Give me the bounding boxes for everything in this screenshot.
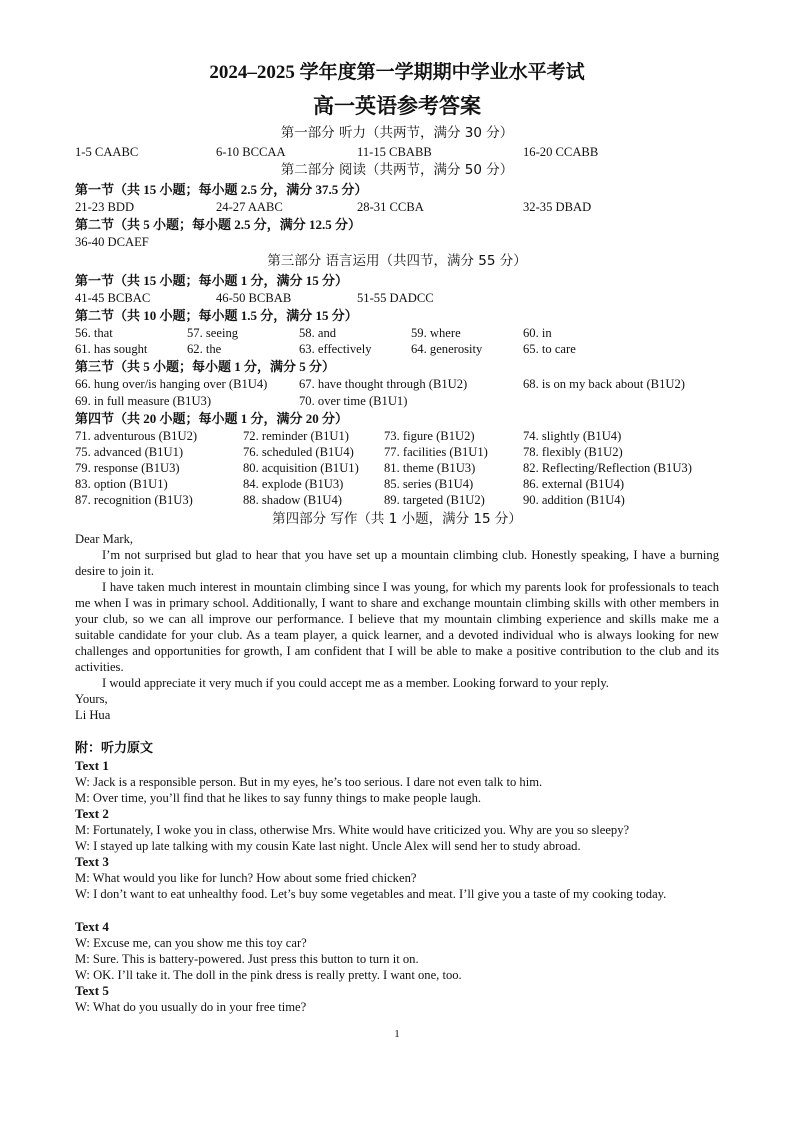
answer-item: 88. shadow (B1U4) <box>243 493 342 507</box>
part1-heading: 第一部分 听力（共两节，满分 30 分） <box>280 125 514 141</box>
answer-item: 71. adventurous (B1U2) <box>75 429 198 443</box>
dialogue-line: W: What do you usually do in your free time? <box>75 1000 307 1014</box>
answer-item: 73. figure (B1U2) <box>384 429 475 443</box>
listening-text-title: Text 3 <box>75 854 109 869</box>
answer-item: 68. is on my back about (B1U2) <box>523 377 685 391</box>
answer-item: 74. slightly (B1U4) <box>523 429 622 443</box>
part3-section2-heading: 第二节（共 10 小题；每小题 1.5 分，满分 15 分） <box>75 308 358 323</box>
dialogue-line: M: Over time, you’ll find that he likes to say funny things to make people laugh. <box>75 791 482 805</box>
answer-item: 76. scheduled (B1U4) <box>243 445 354 459</box>
answer-group: 21-23 BDD <box>75 200 135 214</box>
dialogue-line: W: Jack is a responsible person. But in my eyes, he’s too serious. I dare not even talk to him. <box>75 775 543 789</box>
letter-closing: Yours, <box>75 692 108 706</box>
answer-item: 61. has sought <box>75 342 148 356</box>
part3-section1-answers <box>75 290 725 306</box>
letter-paragraph: I’m not surprised but glad to hear that you have set up a mountain climbing club. Honestly speaking, I have a burning desire to join it. <box>75 548 719 578</box>
listening-text-title: Text 5 <box>75 983 109 998</box>
part4-heading: 第四部分 写作（共 1 小题，满分 15 分） <box>272 511 522 527</box>
answer-group: 24-27 AABC <box>216 200 283 214</box>
part3-heading: 第三部分 语言运用（共四节，满分 55 分） <box>267 253 527 269</box>
answer-group: 6-10 BCCAA <box>216 145 286 159</box>
listening-text-title: Text 4 <box>75 919 109 934</box>
part2-heading: 第二部分 阅读（共两节，满分 50 分） <box>280 162 514 178</box>
part3-section3-row <box>75 376 725 392</box>
answer-item: 56. that <box>75 326 113 340</box>
answer-item: 64. generosity <box>411 342 483 356</box>
answer-item: 75. advanced (B1U1) <box>75 445 184 459</box>
part2-section1-heading: 第一节（共 15 小题；每小题 2.5 分，满分 37.5 分） <box>75 182 368 197</box>
answer-item: 57. seeing <box>187 326 239 340</box>
answer-item: 81. theme (B1U3) <box>384 461 476 475</box>
answer-group: 41-45 BCBAC <box>75 291 151 305</box>
answer-group: 1-5 CAABC <box>75 145 139 159</box>
answer-item: 62. the <box>187 342 222 356</box>
letter-paragraph: I have taken much interest in mountain climbing since I was young, for which my parents look for professionals to teach me when I was in primary school. Additionally, I want to share and exchange mountain climbing skills with other members in your club, so we can all improve our performance. I believe that my mountain climbing experience and skills make me a suitable candidate for your club. As a team player, a quick learner, and a devoted individual who is always looking for new challenges and opportunities for growth, I am confident that I will be able to make a positive contribution to the club and its activities. <box>75 580 719 674</box>
part3-section4-row <box>75 460 725 476</box>
listening-text-title: Text 2 <box>75 806 109 821</box>
answer-item: 63. effectively <box>299 342 372 356</box>
answer-item: 65. to care <box>523 342 576 356</box>
dialogue-line: W: Excuse me, can you show me this toy car? <box>75 936 307 950</box>
part3-section4-heading: 第四节（共 20 小题；每小题 1 分，满分 20 分） <box>75 411 349 426</box>
exam-title: 2024–2025 学年度第一学期期中学业水平考试 <box>209 62 585 83</box>
dialogue-line: M: What would you like for lunch? How about some fried chicken? <box>75 871 417 885</box>
answer-item: 60. in <box>523 326 552 340</box>
answer-item: 58. and <box>299 326 337 340</box>
answer-group: 28-31 CCBA <box>357 200 424 214</box>
part3-section2-row <box>75 325 725 341</box>
page-number: 1 <box>394 1028 400 1040</box>
answer-item: 78. flexibly (B1U2) <box>523 445 623 459</box>
answer-item: 82. Reflecting/Reflection (B1U3) <box>523 461 692 475</box>
answer-item: 72. reminder (B1U1) <box>243 429 349 443</box>
answer-key-title: 高一英语参考答案 <box>313 94 481 118</box>
answer-item: 66. hung over/is hanging over (B1U4) <box>75 377 268 391</box>
answer-item: 85. series (B1U4) <box>384 477 474 491</box>
dialogue-line: M: Sure. This is battery-powered. Just press this button to turn it on. <box>75 952 419 966</box>
answer-item: 77. facilities (B1U1) <box>384 445 488 459</box>
dialogue-line: W: I don’t want to eat unhealthy food. Let’s buy some vegetables and meat. I’ll give you a taste of my cooking today. <box>75 887 667 901</box>
answer-item: 59. where <box>411 326 461 340</box>
part3-section2-row <box>75 341 725 357</box>
answer-item: 89. targeted (B1U2) <box>384 493 485 507</box>
letter-greeting: Dear Mark, <box>75 532 134 546</box>
dialogue-line: M: Fortunately, I woke you in class, otherwise Mrs. White would have criticized you. Why are you so sleepy? <box>75 823 630 837</box>
answer-item: 70. over time (B1U1) <box>299 394 408 408</box>
part1-answers <box>75 144 725 160</box>
part3-section4-row <box>75 492 725 508</box>
part2-section1-answers <box>75 199 725 215</box>
answer-item: 69. in full measure (B1U3) <box>75 394 212 408</box>
dialogue-line: W: I stayed up late talking with my cousin Kate last night. Uncle Alex will send her to study abroad. <box>75 839 581 853</box>
answer-group: 36-40 DCAEF <box>75 235 149 249</box>
answer-group: 46-50 BCBAB <box>216 291 292 305</box>
answer-group: 51-55 DADCC <box>357 291 434 305</box>
part2-section2-answers <box>75 234 725 250</box>
answer-item: 67. have thought through (B1U2) <box>299 377 468 391</box>
answer-item: 79. response (B1U3) <box>75 461 180 475</box>
letter-signature: Li Hua <box>75 708 111 722</box>
part3-section4-row <box>75 476 725 492</box>
answer-item: 86. external (B1U4) <box>523 477 625 491</box>
appendix-heading: 附：听力原文 <box>75 740 154 755</box>
part3-section1-heading: 第一节（共 15 小题；每小题 1 分，满分 15 分） <box>75 273 349 288</box>
answer-item: 84. explode (B1U3) <box>243 477 344 491</box>
dialogue-line: W: OK. I’ll take it. The doll in the pink dress is really pretty. I want one, too. <box>75 968 462 982</box>
part3-section3-heading: 第三节（共 5 小题；每小题 1 分，满分 5 分） <box>75 359 336 374</box>
answer-item: 80. acquisition (B1U1) <box>243 461 359 475</box>
listening-text-title: Text 1 <box>75 758 109 773</box>
part2-section2-heading: 第二节（共 5 小题；每小题 2.5 分，满分 12.5 分） <box>75 217 362 232</box>
letter-paragraph: I would appreciate it very much if you could accept me as a member. Looking forward to your reply. <box>102 676 609 690</box>
answer-group: 16-20 CCABB <box>523 145 599 159</box>
answer-item: 83. option (B1U1) <box>75 477 168 491</box>
answer-group: 32-35 DBAD <box>523 200 592 214</box>
part3-section3-row <box>75 393 725 409</box>
part3-section4-row <box>75 428 725 444</box>
answer-group: 11-15 CBABB <box>357 145 432 159</box>
answer-item: 87. recognition (B1U3) <box>75 493 193 507</box>
answer-item: 90. addition (B1U4) <box>523 493 625 507</box>
part3-section4-row <box>75 444 725 460</box>
